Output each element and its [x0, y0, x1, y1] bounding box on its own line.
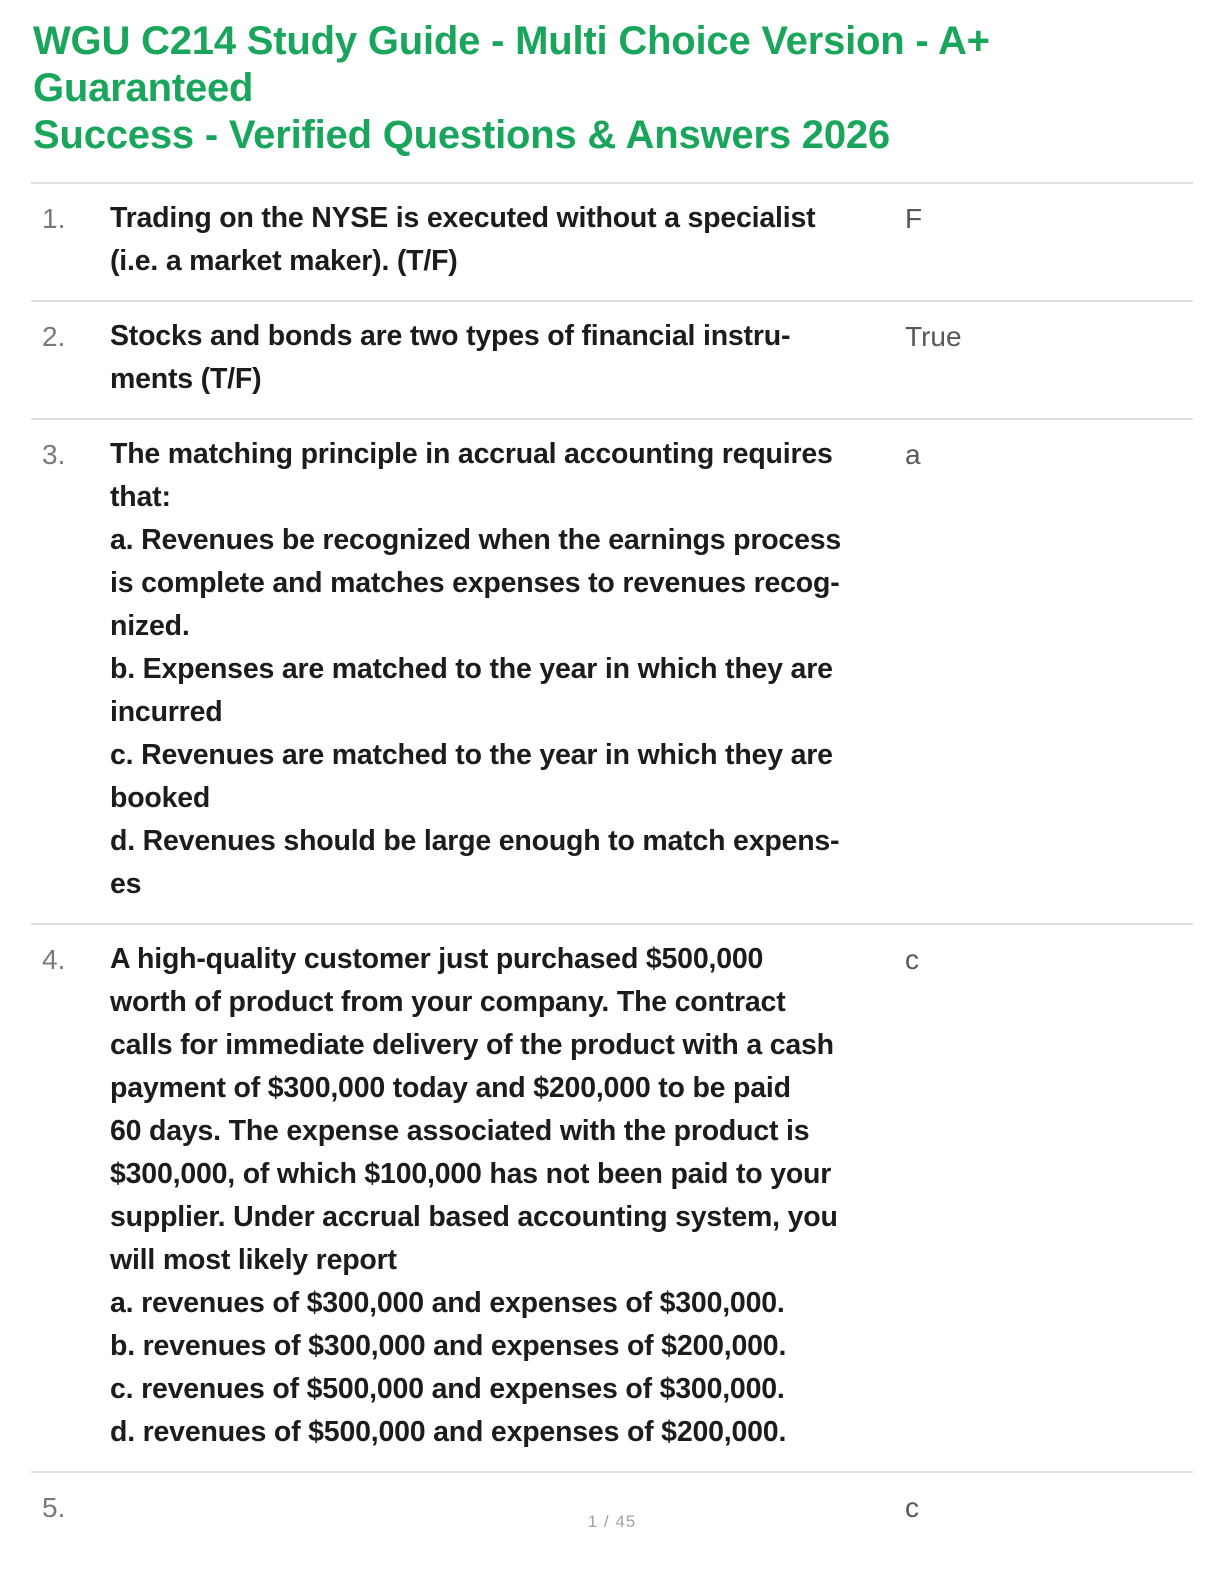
qa-answer: c — [905, 944, 919, 975]
qa-question-line: worth of product from your company. The contract — [110, 986, 786, 1018]
qa-question-line: Stocks and bonds are two types of financial instru- — [110, 320, 791, 352]
page-title — [33, 18, 1173, 159]
qa-question-line: is complete and matches expenses to revenues recog- — [110, 567, 840, 599]
qa-row — [31, 300, 1193, 418]
qa-question-line: nized. — [110, 610, 190, 642]
qa-row — [31, 418, 1193, 923]
qa-question-line: $300,000, of which $100,000 has not been paid to your — [110, 1158, 832, 1190]
qa-question-line: b. revenues of $300,000 and expenses of $200,000. — [110, 1330, 787, 1362]
qa-row — [31, 182, 1193, 300]
qa-question-line: ments (T/F) — [110, 363, 262, 395]
qa-number: 2. — [42, 321, 66, 352]
qa-question-lines — [110, 433, 905, 906]
qa-question-line: calls for immediate delivery of the product with a cash — [110, 1029, 834, 1061]
page-indicator: 1 / 45 — [587, 1512, 637, 1531]
qa-question-lines — [110, 938, 905, 1454]
qa-question-line: Trading on the NYSE is executed without a specialist — [110, 202, 816, 234]
qa-number: 3. — [42, 439, 66, 470]
qa-question-lines — [110, 315, 905, 401]
qa-question-line: c. Revenues are matched to the year in which they are — [110, 739, 833, 771]
qa-question-line: b. Expenses are matched to the year in which they are — [110, 653, 833, 685]
qa-question-line: a. revenues of $300,000 and expenses of $300,000. — [110, 1287, 785, 1319]
qa-answer: c — [905, 1492, 919, 1523]
qa-question-line: supplier. Under accrual based accounting system, you — [110, 1201, 838, 1233]
qa-answer: a — [905, 439, 921, 470]
qa-question-line: booked — [110, 782, 211, 814]
qa-number: 4. — [42, 944, 66, 975]
qa-question-line: will most likely report — [110, 1244, 397, 1276]
qa-question-line: The matching principle in accrual accounting requires — [110, 438, 833, 470]
qa-question-line: es — [110, 868, 142, 900]
qa-question-line: 60 days. The expense associated with the product is — [110, 1115, 810, 1147]
qa-table — [31, 182, 1193, 1563]
page-title-line: Success - Verified Questions & Answers 2026 — [33, 113, 890, 157]
qa-question-line: that: — [110, 481, 171, 513]
qa-number: 1. — [42, 203, 66, 234]
qa-answer: F — [905, 203, 923, 234]
qa-question-line: c. revenues of $500,000 and expenses of $300,000. — [110, 1373, 785, 1405]
qa-answer: True — [905, 321, 962, 352]
qa-question-line: payment of $300,000 today and $200,000 to be paid — [110, 1072, 791, 1104]
page-title-line: WGU C214 Study Guide - Multi Choice Version - A+ Guaranteed — [33, 19, 990, 110]
qa-question-line: d. revenues of $500,000 and expenses of $200,000. — [110, 1416, 787, 1448]
qa-number: 5. — [42, 1492, 66, 1523]
qa-question-line: A high-quality customer just purchased $500,000 — [110, 943, 764, 975]
qa-question-line: (i.e. a market maker). (T/F) — [110, 245, 458, 277]
qa-question-lines — [110, 197, 905, 283]
qa-question-line: a. Revenues be recognized when the earnings process — [110, 524, 842, 556]
qa-row — [31, 923, 1193, 1471]
qa-question-line: incurred — [110, 696, 223, 728]
qa-question-line: d. Revenues should be large enough to match expens- — [110, 825, 840, 857]
